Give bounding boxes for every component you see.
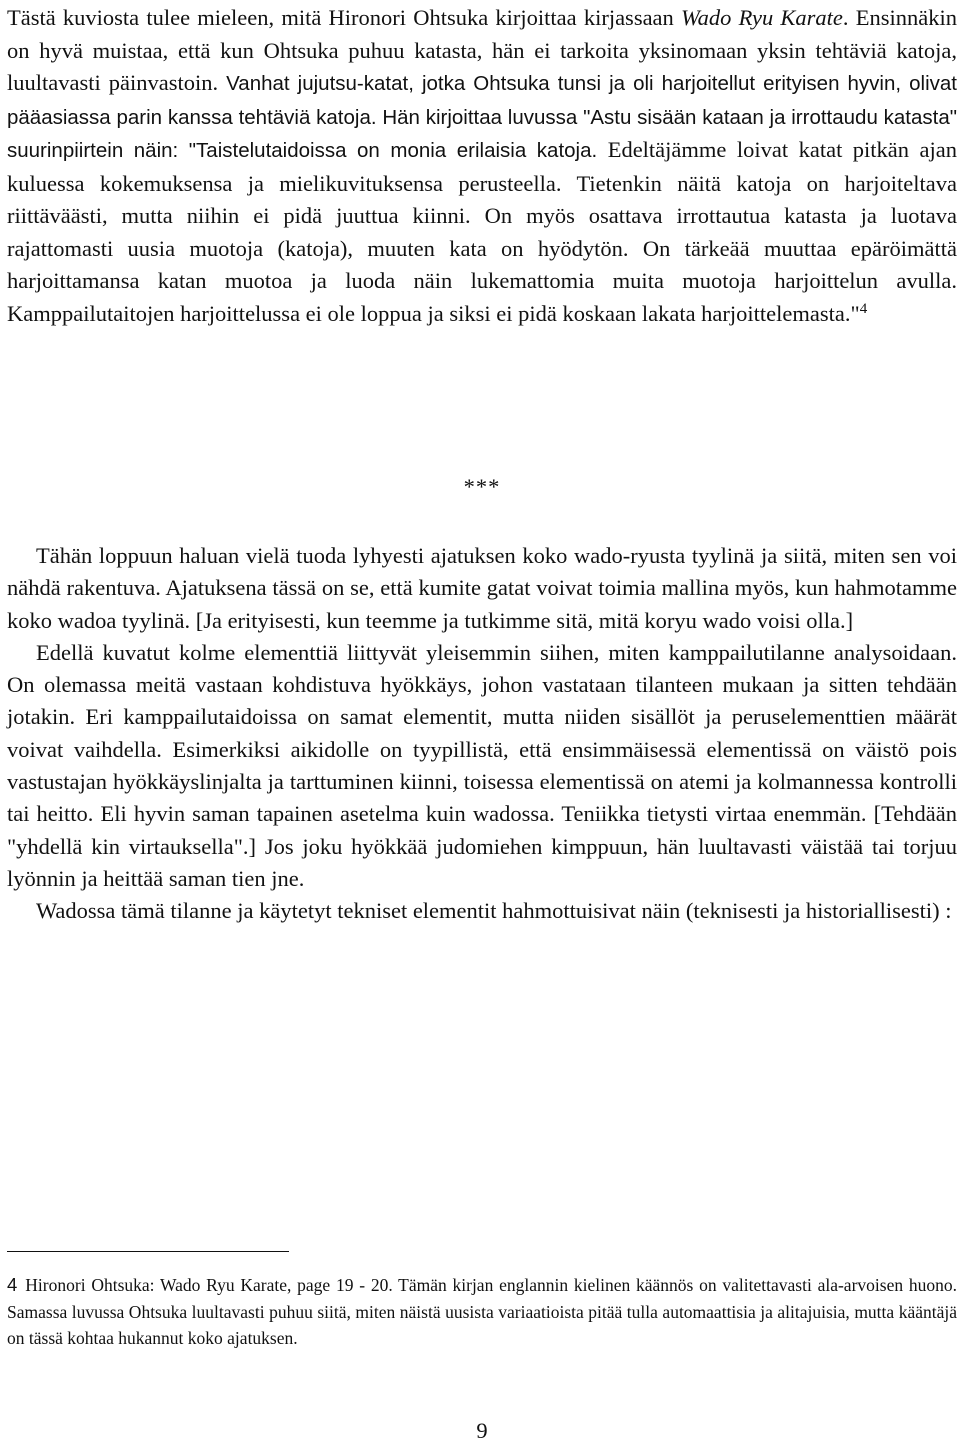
footnote [7, 1272, 957, 1352]
paragraph-text: On myös osattava irrottautua katasta ja luotava rajattomasti uusia muotoja (katoja), muuten kata on hyödytön. [7, 203, 957, 261]
paragraph-text: Vanhat jujutsu-katat, jotka Ohtsuka tunsi ja oli harjoitellut erityisen hyvin, olivat pääasiassa parin kanssa tehtäviä katoja. [7, 72, 958, 129]
paragraph-text: Tietenkin näitä katoja on harjoiteltava riittäväästi, mutta niihin ei pidä juuttua kiinni. [7, 170, 957, 228]
paragraph-text: . Ensinnäkin on hyvä muistaa, että kun Ohtsuka puhuu katasta, hän ei tarkoita yksinomaan yksin tehtäviä katoja, luultavasti päinvastoin. [7, 5, 957, 95]
paragraph-text: Kamppailutaitojen harjoittelussa ei ole loppua ja siksi ei pidä koskaan lakata harjoittelemasta." [7, 300, 860, 326]
body-text [7, 540, 957, 928]
footnote-text: Hironori Ohtsuka: Wado Ryu Karate, page 19 - 20. Tämän kirjan englannin kielinen käännös on valitettavasti ala-arvoisen huono. Samassa luvussa Ohtsuka luultavasti puhuu siitä, miten näistä uusista variaatioista pitää tulla automaattisia ja alitajuisia, mutta kääntäjä on tässä kohtaa hukannut koko ajatuksen. [7, 1275, 957, 1349]
footnote-number: 4 [7, 1274, 18, 1295]
paragraph-text: Tästä kuviosta tulee mieleen, mitä Hironori Ohtsuka kirjoittaa kirjassaan [7, 5, 681, 30]
paragraph: Wadossa tämä tilanne ja käytetyt tekniset elementit hahmottuisivat näin (teknisesti ja historiallisesti) : [36, 898, 952, 924]
book-title: Wado Ryu Karate [681, 5, 843, 30]
section-divider: *** [463, 474, 501, 499]
footnote-reference: 4 [859, 300, 868, 317]
paragraph-text: Edeltäjämme loivat katat pitkän ajan kuluessa kokemuksensa ja mielikuvituksensa perusteella. [7, 137, 957, 196]
page-number: 9 [476, 1418, 488, 1443]
paragraph: Tähän loppuun haluan vielä tuoda lyhyesti ajatuksen koko wado-ryusta tyylinä ja siitä, miten sen voi nähdä rakentuva. Ajatuksena tässä on se, että kumite gatat voivat toimia mallina myös, kun hahmotamme koko wadoa tyylinä. [Ja erityisesti, kun teemme ja tutkimme sitä, mitä koryu wado voisi olla.] [7, 543, 957, 633]
footnote-divider [7, 1251, 289, 1252]
paragraph-text: On tärkeää muuttaa epäröimättä harjoittamansa katan muotoa ja luoda näin lukemattomia muita muotoja harjoittelun avulla. [7, 235, 957, 293]
quote-paragraph [7, 2, 957, 330]
paragraph: Edellä kuvatut kolme elementtiä liittyvät yleisemmin siihen, miten kamppailutilanne analysoidaan. On olemassa meitä vastaan kohdistuva hyökkäys, johon vastataan tilanteen mukaan ja sitten tehdään jotakin. Eri kamppailutaidoissa on samat elementit, mutta niiden sisällöt ja peruselementtien määrät voivat vaihdella. Esimerkiksi aikidolle on tyypillistä, että ensimmäisessä elementissä on väistö pois vastustajan hyökkäyslinjalta ja tarttuminen kiinni, toisessa elementissä on atemi ja kolmannessa kontrolli tai heitto. Eli hyvin saman tapainen asetelma kuin wadossa. Teniikka tietysti virtaa enemmän. [Tehdään "yhdellä kin virtauksella".] Jos joku hyökkää judomiehen kimppuun, hän luultavasti väistää tai torjuu lyönnin ja heittää saman tien jne. [7, 639, 957, 891]
paragraph-text: Hän kirjoittaa luvussa "Astu sisään kataan ja irrottaudu katasta" suurinpiirtein näin: "Taistelutaidoissa on monia erilaisia katoja. [7, 105, 957, 162]
